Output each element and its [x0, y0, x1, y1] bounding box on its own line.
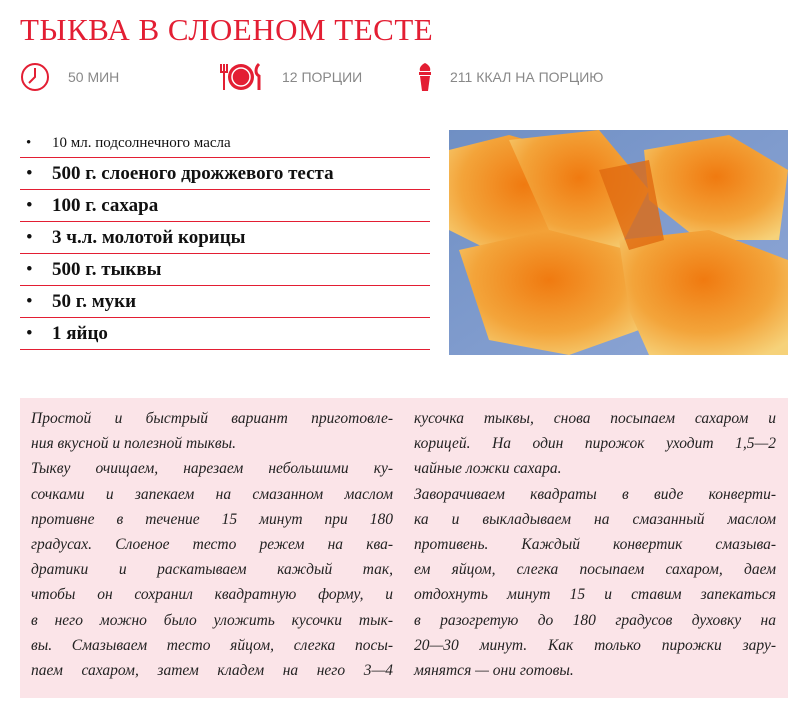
- ingredient-item: • 10 мл. подсолнечного масла: [20, 130, 430, 158]
- instruction-line: ка и выкладываем на смазанный маслом: [414, 510, 776, 528]
- instruction-line: противне в течение 15 минут при 180: [31, 510, 393, 528]
- ingredient-item: • 3 ч.л. молотой корицы: [20, 222, 430, 254]
- meta-calories: [418, 62, 603, 92]
- meta-time-text: 50 МИН: [68, 69, 120, 85]
- ingredient-item: • 500 г. слоеного дрожжевого теста: [20, 158, 430, 190]
- ingredient-list: [20, 130, 430, 350]
- ingredient-item: • 50 г. муки: [20, 286, 430, 318]
- plate-cutlery-icon: [218, 62, 264, 92]
- instruction-line: отдохнуть минут 15 и ставим запекаться: [414, 586, 776, 604]
- instructions-box: [20, 398, 788, 698]
- instruction-line: ем яйцом, слегка посыпаем сахаром, даем: [414, 561, 776, 579]
- ingredient-item: • 500 г. тыквы: [20, 254, 430, 286]
- instructions-right-column: [414, 406, 776, 683]
- meta-time: [20, 62, 119, 92]
- instruction-line: корицей. На один пирожок уходит 1,5—2: [414, 435, 776, 453]
- instruction-line: Заворачиваем квадраты в виде конверти-: [414, 485, 776, 503]
- instruction-line: мянятся — они готовы.: [414, 662, 574, 680]
- ice-cream-icon: [418, 62, 432, 92]
- instruction-line: сочками и запекаем на смазанном маслом: [31, 485, 393, 503]
- instruction-line: чтобы он сохранил квадратную форму, и: [31, 586, 393, 604]
- instruction-line: противень. Каждый конвертик смазыва-: [414, 536, 776, 554]
- instructions-left-column: [31, 406, 393, 683]
- instruction-line: в разогретую до 180 градусов духовку на: [414, 611, 776, 629]
- instruction-line: в него можно было уложить кусочки тык-: [31, 611, 393, 629]
- instruction-line: Тыкву очищаем, нарезаем небольшими ку-: [31, 460, 393, 478]
- instruction-line: градусах. Слоеное тесто режем на ква-: [31, 536, 393, 554]
- instruction-line: 20—30 минут. Как только пирожки зару-: [414, 636, 776, 654]
- instruction-line: паем сахаром, затем кладем на него 3—4: [31, 662, 393, 680]
- recipe-title: ТЫКВА В СЛОЕНОМ ТЕСТЕ: [20, 12, 434, 47]
- instruction-line: чайные ложки сахара.: [414, 460, 562, 478]
- ingredient-item: • 100 г. сахара: [20, 190, 430, 222]
- instruction-line: вы. Смазываем тесто яйцом, слегка посы-: [31, 636, 393, 654]
- instruction-line: ния вкусной и полезной тыквы.: [31, 435, 237, 453]
- ingredient-item: • 1 яйцо: [20, 318, 430, 350]
- instruction-line: Простой и быстрый вариант приготовле-: [31, 410, 393, 427]
- pastry-photo: [449, 130, 788, 355]
- instruction-line: дратики и раскатываем каждый так,: [31, 561, 393, 579]
- meta-servings-text: 12 ПОРЦИИ: [282, 69, 363, 85]
- meta-servings: [218, 62, 362, 92]
- instruction-line: кусочка тыквы, снова посыпаем сахаром и: [414, 410, 776, 427]
- meta-calories-text: 211 ККАЛ НА ПОРЦИЮ: [450, 69, 604, 85]
- clock-icon: [20, 62, 50, 92]
